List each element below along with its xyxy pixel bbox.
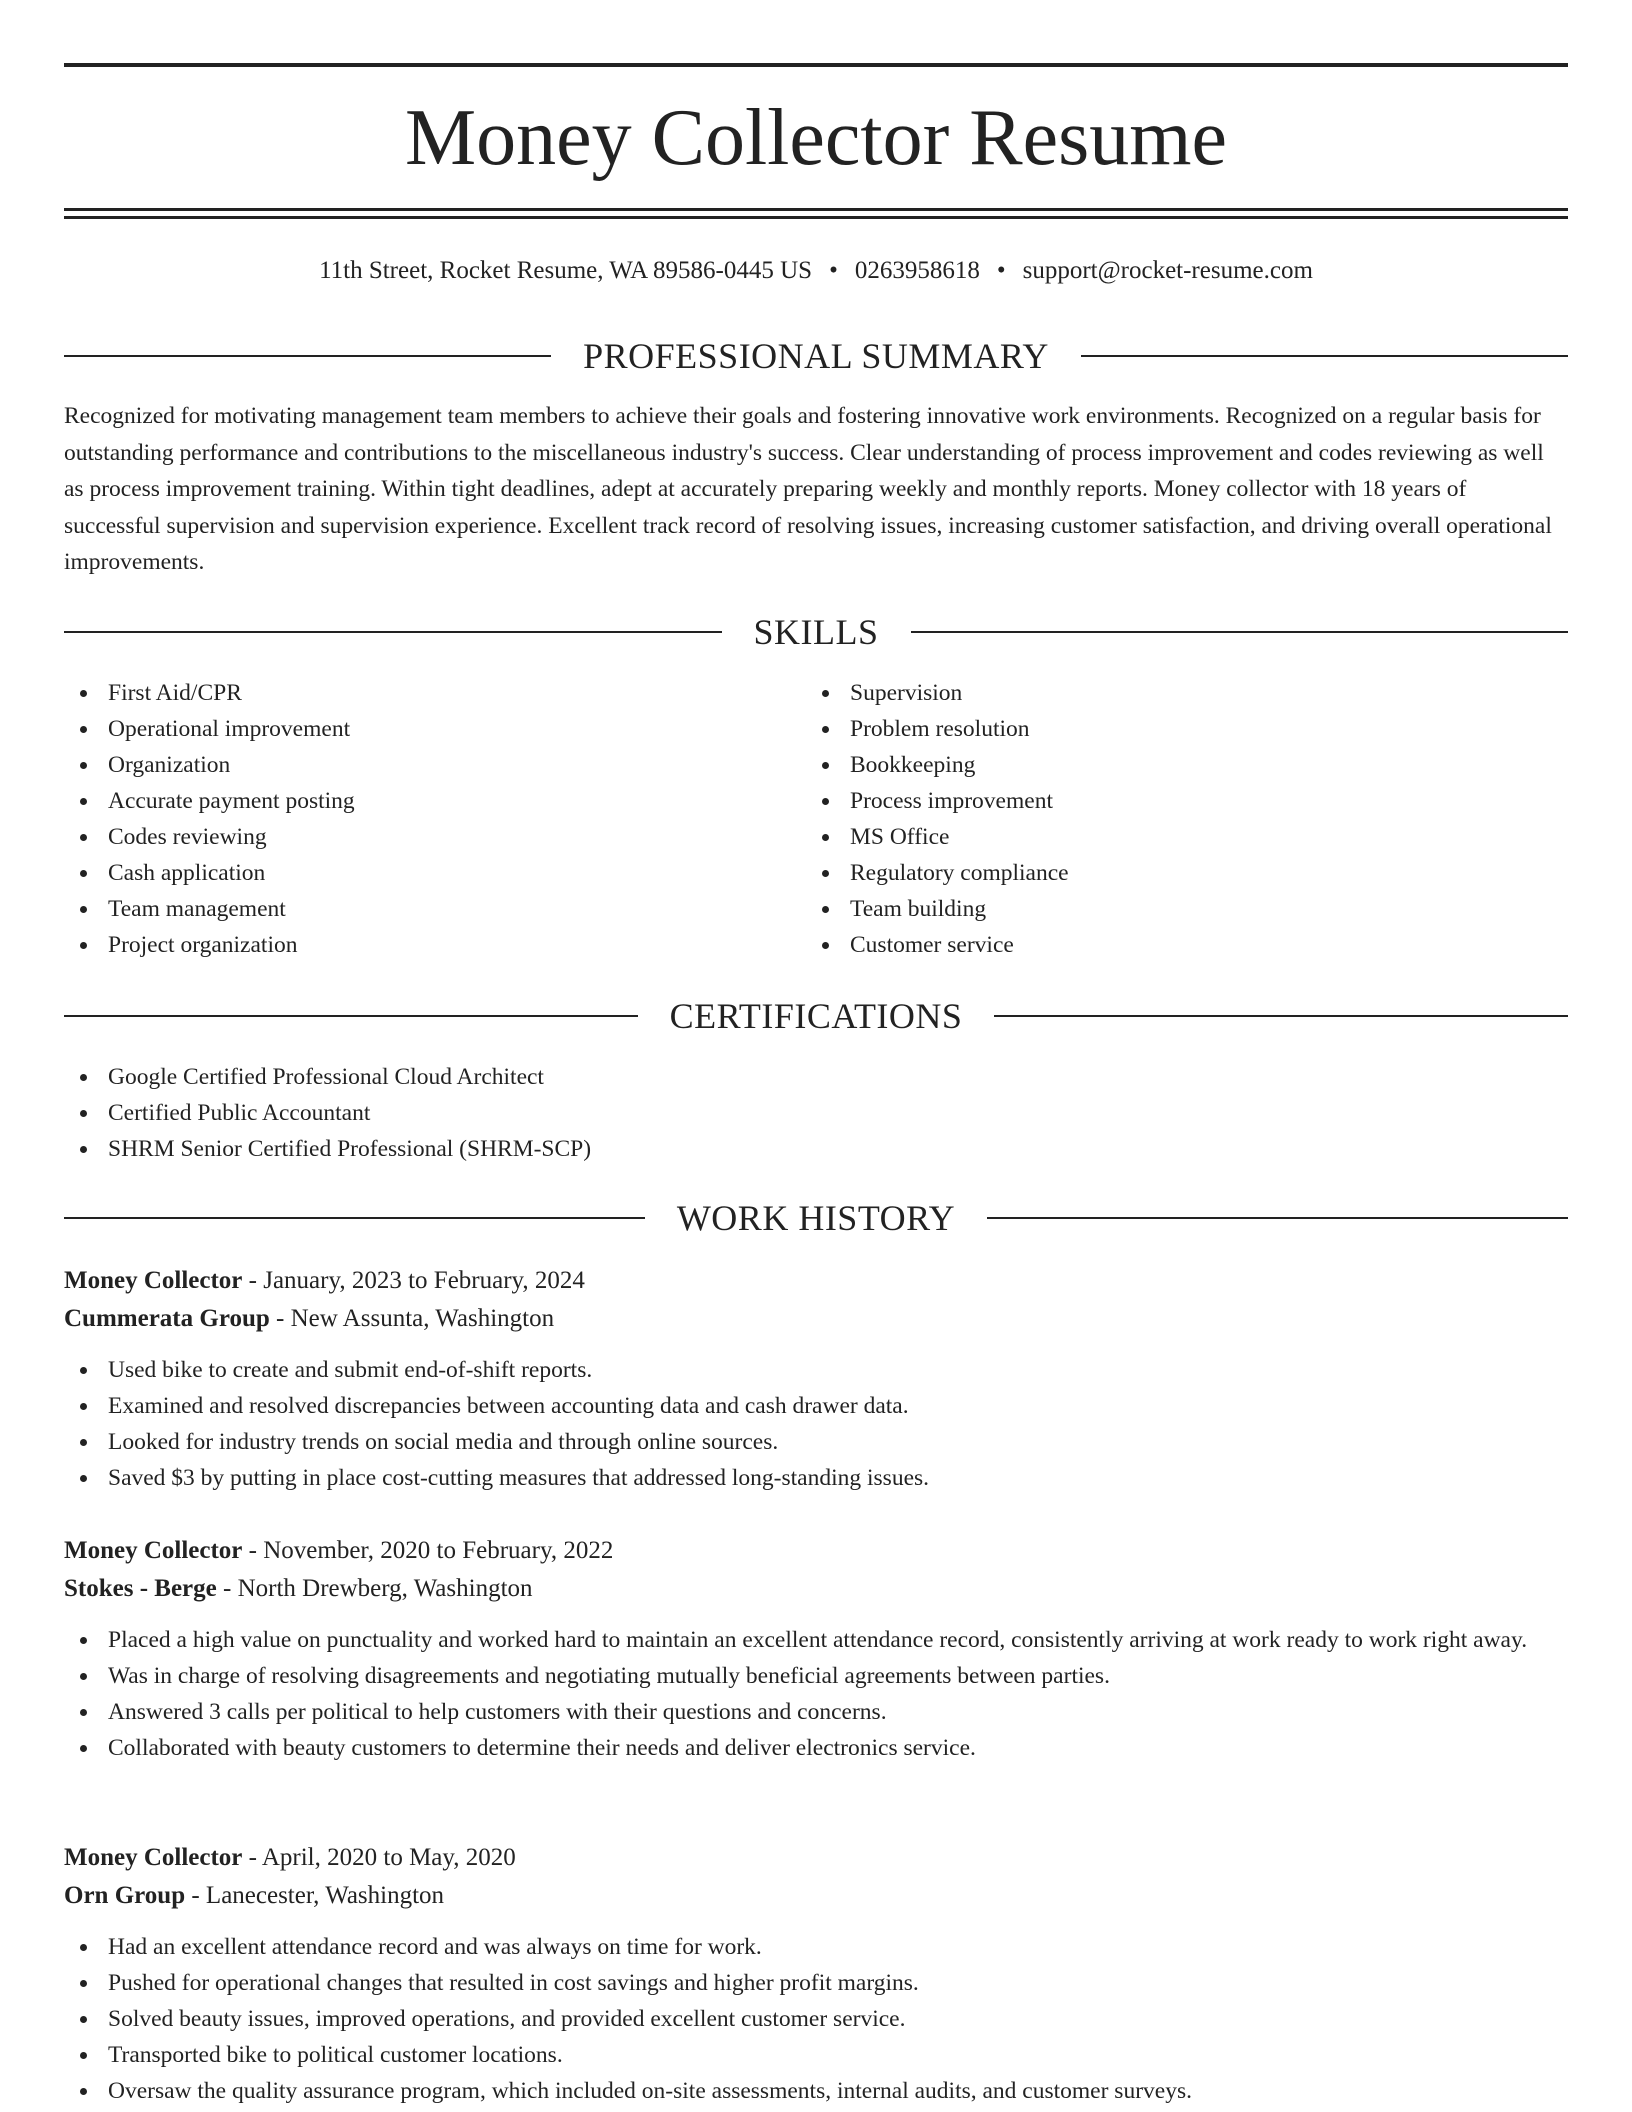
job-location: - Lanecester, Washington xyxy=(185,1882,445,1909)
job-location: - New Assunta, Washington xyxy=(269,1305,555,1332)
job-entry xyxy=(64,1839,1568,2109)
section-title: CERTIFICATIONS xyxy=(669,996,963,1036)
job-entry xyxy=(64,1262,1568,1496)
skill-item: Customer service xyxy=(806,927,1506,963)
skill-item: Codes reviewing xyxy=(64,819,764,855)
job-bullet: Used bike to create and submit end-of-shift reports. xyxy=(64,1352,1568,1388)
skill-item: Accurate payment posting xyxy=(64,783,764,819)
contact-line xyxy=(64,253,1568,289)
section-rule xyxy=(911,631,1569,633)
section-header-work-history xyxy=(64,1196,1568,1240)
job-company: Cummerata Group xyxy=(64,1305,270,1332)
skill-item: First Aid/CPR xyxy=(64,675,764,711)
section-rule xyxy=(64,1217,645,1219)
top-rule xyxy=(64,63,1568,67)
section-header-certifications xyxy=(64,994,1568,1038)
job-company: Orn Group xyxy=(64,1882,186,1909)
job-bullet: Saved $3 by putting in place cost-cutting measures that addressed long-standing issues. xyxy=(64,1460,1568,1496)
skills-column-left xyxy=(64,675,764,963)
section-rule xyxy=(987,1217,1568,1219)
contact-separator: • xyxy=(996,257,1006,284)
section-header-summary xyxy=(64,334,1568,378)
section-title: PROFESSIONAL SUMMARY xyxy=(583,336,1049,376)
title-rule-upper xyxy=(64,208,1568,211)
job-role: Money Collector xyxy=(64,1267,243,1294)
section-rule xyxy=(64,1015,638,1017)
job-bullet: Had an excellent attendance record and was always on time for work. xyxy=(64,1929,1568,1965)
section-title: WORK HISTORY xyxy=(676,1198,956,1238)
skills-column-right xyxy=(806,675,1506,963)
contact-separator: • xyxy=(829,257,838,284)
page-title: Money Collector Resume xyxy=(404,94,1228,182)
title-rule-lower xyxy=(64,216,1568,219)
job-role-line xyxy=(64,1262,1568,1300)
skill-item: MS Office xyxy=(806,819,1506,855)
job-location: - North Drewberg, Washington xyxy=(216,1575,533,1602)
section-rule xyxy=(1081,355,1568,357)
job-dates: - April, 2020 to May, 2020 xyxy=(242,1844,516,1871)
skill-item: Problem resolution xyxy=(806,711,1506,747)
job-role-line xyxy=(64,1532,1568,1570)
skill-item: Regulatory compliance xyxy=(806,855,1506,891)
certification-item: Google Certified Professional Cloud Architect xyxy=(64,1059,1568,1095)
job-bullet: Oversaw the quality assurance program, which included on-site assessments, internal audits, and customer surveys. xyxy=(64,2073,1568,2109)
job-bullet: Examined and resolved discrepancies between accounting data and cash drawer data. xyxy=(64,1388,1568,1424)
section-header-skills xyxy=(64,610,1568,654)
job-dates: - January, 2023 to February, 2024 xyxy=(242,1267,585,1294)
skill-item: Organization xyxy=(64,747,764,783)
certification-item: Certified Public Accountant xyxy=(64,1095,1568,1131)
section-title: SKILLS xyxy=(753,612,879,652)
skill-item: Process improvement xyxy=(806,783,1506,819)
job-bullet: Solved beauty issues, improved operations, and provided excellent customer service. xyxy=(64,2001,1568,2037)
job-dates: - November, 2020 to February, 2022 xyxy=(242,1537,614,1564)
job-company-line xyxy=(64,1877,1568,1915)
skill-item: Supervision xyxy=(806,675,1506,711)
contact-email: support@rocket-resume.com xyxy=(1022,257,1313,284)
contact-phone: 0263958618 xyxy=(854,257,980,284)
job-company: Stokes - Berge xyxy=(64,1575,217,1602)
job-role: Money Collector xyxy=(64,1537,243,1564)
skill-item: Cash application xyxy=(64,855,764,891)
job-role-line xyxy=(64,1839,1568,1877)
skill-item: Team management xyxy=(64,891,764,927)
certification-item: SHRM Senior Certified Professional (SHRM-SCP) xyxy=(64,1131,1568,1167)
skill-item: Bookkeeping xyxy=(806,747,1506,783)
skill-item: Project organization xyxy=(64,927,764,963)
job-bullet: Placed a high value on punctuality and worked hard to maintain an excellent attendance record, consistently arriving at work ready to work right away. xyxy=(64,1622,1568,1658)
job-role: Money Collector xyxy=(64,1844,243,1871)
certifications-list xyxy=(64,1059,1568,1167)
section-rule xyxy=(64,355,551,357)
skill-item: Operational improvement xyxy=(64,711,764,747)
job-bullet: Looked for industry trends on social media and through online sources. xyxy=(64,1424,1568,1460)
summary-text: Recognized for motivating management team members to achieve their goals and fostering innovative work environments. Recognized on a regular basis for outstanding performance and contributions to the miscellaneous industry's success. Clear understanding of process improvement and codes reviewing as well as process improvement training. Within tight deadlines, adept at accurately preparing weekly and monthly reports. Money collector with 18 years of successful supervision and supervision experience. Excellent track record of resolving issues, increasing customer satisfaction, and driving overall operational improvements. xyxy=(64,403,1552,575)
section-rule xyxy=(64,631,722,633)
contact-address: 11th Street, Rocket Resume, WA 89586-0445 US xyxy=(319,257,813,284)
job-bullet: Answered 3 calls per political to help customers with their questions and concerns. xyxy=(64,1694,1568,1730)
job-bullet: Was in charge of resolving disagreements and negotiating mutually beneficial agreements between parties. xyxy=(64,1658,1568,1694)
job-bullet: Pushed for operational changes that resulted in cost savings and higher profit margins. xyxy=(64,1965,1568,2001)
job-entry xyxy=(64,1532,1568,1766)
section-rule xyxy=(994,1015,1568,1017)
job-bullet: Collaborated with beauty customers to determine their needs and deliver electronics service. xyxy=(64,1730,1568,1766)
job-bullet: Transported bike to political customer locations. xyxy=(64,2037,1568,2073)
job-company-line xyxy=(64,1300,1568,1338)
job-company-line xyxy=(64,1570,1568,1608)
skill-item: Team building xyxy=(806,891,1506,927)
